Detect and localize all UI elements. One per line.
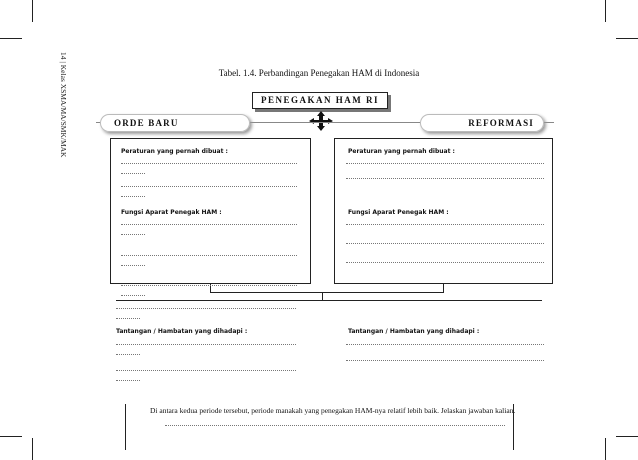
connector-line	[322, 292, 323, 300]
answer-line[interactable]	[346, 243, 544, 244]
connector-line	[443, 283, 444, 292]
answer-line[interactable]	[116, 308, 296, 309]
crop-mark	[125, 404, 126, 450]
four-way-arrow-icon	[308, 110, 334, 132]
answer-line[interactable]	[121, 186, 297, 187]
answer-line[interactable]	[121, 173, 145, 174]
crop-mark	[605, 438, 606, 460]
crop-mark	[32, 438, 33, 460]
answer-line[interactable]	[116, 344, 296, 345]
answer-line[interactable]	[346, 163, 544, 164]
crop-mark	[616, 436, 638, 437]
connector-line	[210, 292, 444, 293]
left-section-heading-regulations: Peraturan yang pernah dibuat :	[121, 148, 228, 155]
crop-mark	[616, 38, 638, 39]
column-title-reformasi: REFORMASI	[420, 114, 544, 132]
answer-line[interactable]	[346, 178, 544, 179]
answer-line[interactable]	[121, 224, 297, 225]
crop-mark	[32, 0, 33, 22]
column-title-orde-baru: ORDE BARU	[100, 114, 250, 132]
crop-mark	[0, 436, 22, 437]
answer-line[interactable]	[121, 265, 145, 266]
answer-line[interactable]	[121, 255, 297, 256]
answer-line[interactable]	[121, 196, 145, 197]
crop-mark	[605, 0, 606, 22]
page-side-label: 14 | Kelas XSMA/MA/SMK/MAK	[59, 52, 68, 158]
table-title: Tabel. 1.4. Perbandingan Penegakan HAM di Indonesia	[218, 68, 420, 78]
answer-line[interactable]	[116, 318, 140, 319]
footer-answer-line[interactable]	[165, 425, 505, 426]
left-section-heading-challenges: Tantangan / Hambatan yang dihadapi :	[116, 328, 248, 335]
footer-prompt: Di antara kedua periode tersebut, periode manakah yang penegakan HAM-nya relatif lebih baik. Jelaskan jawaban kalian.	[150, 406, 516, 415]
crop-mark	[0, 38, 22, 39]
answer-line[interactable]	[116, 380, 140, 381]
right-section-heading-regulations: Peraturan yang pernah dibuat :	[348, 148, 455, 155]
answer-line[interactable]	[121, 163, 297, 164]
right-section-heading-challenges: Tantangan / Hambatan yang dihadapi :	[348, 328, 480, 335]
answer-line[interactable]	[116, 354, 140, 355]
left-section-heading-functions: Fungsi Aparat Penegak HAM :	[121, 209, 222, 216]
right-section-heading-functions: Fungsi Aparat Penegak HAM :	[348, 209, 449, 216]
answer-line[interactable]	[346, 360, 544, 361]
answer-line[interactable]	[121, 295, 145, 296]
answer-line[interactable]	[121, 234, 145, 235]
answer-line[interactable]	[346, 344, 544, 345]
answer-line[interactable]	[346, 224, 544, 225]
answer-line[interactable]	[346, 262, 544, 263]
connector-line	[116, 300, 542, 301]
answer-line[interactable]	[121, 285, 297, 286]
center-banner: PENEGAKAN HAM RI	[252, 92, 388, 109]
answer-line[interactable]	[116, 370, 296, 371]
